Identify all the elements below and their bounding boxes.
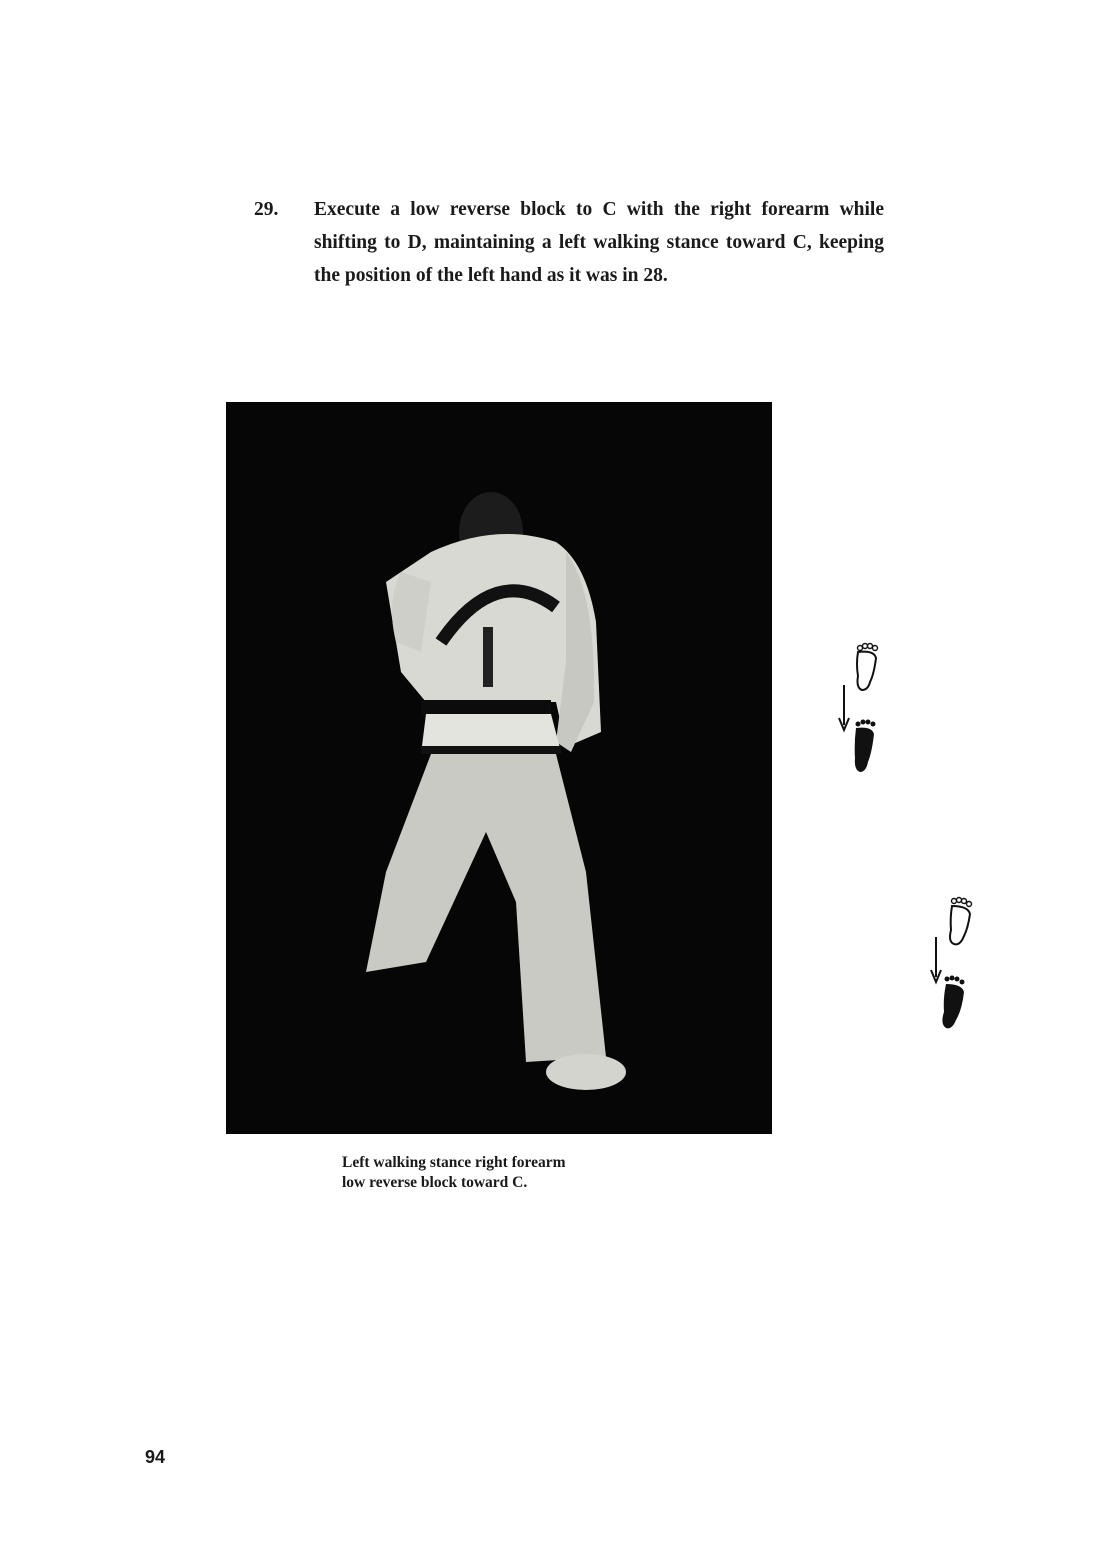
technique-photo <box>226 402 772 1134</box>
outline-foot-icon <box>950 898 972 945</box>
photo-caption <box>342 1153 702 1193</box>
step-text: Execute a low reverse block to C with the right forearm while shifting to D, maintaining a left walking stance toward C, keeping the position of the left hand as it was in 28. <box>314 199 884 286</box>
caption-line-2: low reverse block toward C. <box>342 1174 528 1191</box>
caption-line-1: Left walking stance right forearm <box>342 1154 566 1171</box>
step-number: 29. <box>254 199 279 220</box>
solid-foot-icon <box>942 976 964 1029</box>
arrow-down-icon <box>839 685 849 730</box>
foot-diagram-upper <box>834 640 884 775</box>
foot-diagram-lower <box>926 892 976 1032</box>
martial-artist-figure <box>226 402 772 1134</box>
step-instruction <box>254 193 884 292</box>
page-number: 94 <box>145 1447 166 1467</box>
arrow-down-icon <box>931 937 941 982</box>
solid-foot-icon <box>855 720 876 773</box>
outline-foot-icon <box>857 644 878 691</box>
